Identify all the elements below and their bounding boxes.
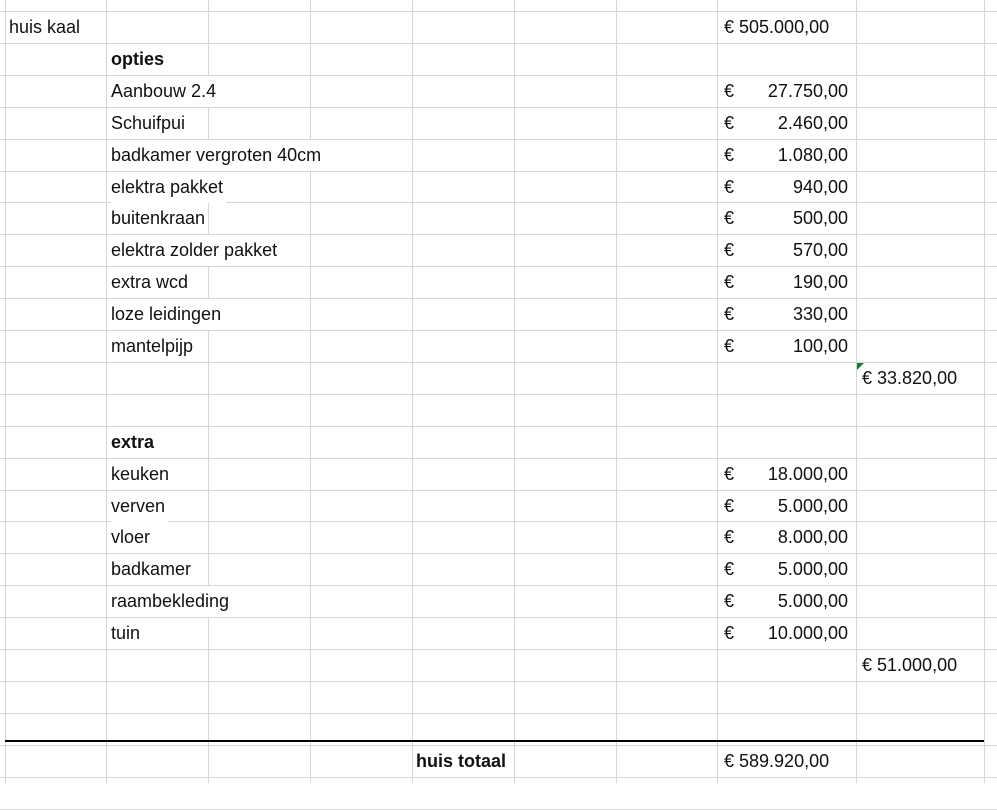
cell-amount-currency[interactable]: € xyxy=(724,81,735,101)
cell-amount-value[interactable]: 18.000,00 xyxy=(767,464,848,484)
cell-amount[interactable]: € 505.000,00 xyxy=(724,12,832,43)
row-elektra-zolder xyxy=(0,235,997,266)
cell-col-b[interactable]: badkamer xyxy=(111,554,194,585)
row-verven xyxy=(0,491,997,522)
cell-col-b[interactable]: elektra pakket xyxy=(111,172,226,203)
cell-amount-value[interactable]: 5.000,00 xyxy=(777,559,848,579)
cell-total[interactable]: € 33.820,00 xyxy=(862,363,960,394)
cell-amount-value[interactable]: 5.000,00 xyxy=(777,591,848,611)
row-raambekleding xyxy=(0,586,997,617)
row-opties-header xyxy=(0,44,997,75)
cell-col-b[interactable]: verven xyxy=(111,491,168,522)
cell-amount-value[interactable]: 100,00 xyxy=(792,336,848,356)
cell-col-b[interactable]: keuken xyxy=(111,459,172,490)
cell-col-b[interactable]: badkamer vergroten 40cm xyxy=(111,140,324,171)
cell-col-b[interactable]: tuin xyxy=(111,618,143,649)
row-extra-header xyxy=(0,427,997,458)
cell-col-b[interactable]: loze leidingen xyxy=(111,299,224,330)
cell-amount-currency[interactable]: € xyxy=(724,272,735,292)
row-badkamer xyxy=(0,554,997,585)
cell-col-b[interactable]: Schuifpui xyxy=(111,108,188,139)
cell-amount-currency[interactable]: € xyxy=(724,113,735,133)
cell-amount-currency[interactable]: € xyxy=(724,336,735,356)
cell-col-a[interactable]: huis kaal xyxy=(9,12,83,43)
cell-amount-value[interactable]: 2.460,00 xyxy=(777,113,848,133)
row-opties-subtotal xyxy=(0,363,997,394)
cell-amount[interactable]: € 589.920,00 xyxy=(724,746,832,777)
cell-amount-currency[interactable]: € xyxy=(724,496,735,516)
cell-amount-value[interactable]: 500,00 xyxy=(792,208,848,228)
cell-amount-value[interactable]: 940,00 xyxy=(792,177,848,197)
row-vloer xyxy=(0,522,997,553)
row-loze-leidingen xyxy=(0,299,997,330)
cell-amount-currency[interactable]: € xyxy=(724,623,735,643)
row-extra-wcd xyxy=(0,267,997,298)
row-gridline xyxy=(0,777,997,778)
cell-col-b[interactable]: extra xyxy=(111,427,157,458)
row-huis-kaal xyxy=(0,12,997,43)
row-huis-totaal xyxy=(0,746,997,777)
cell-amount-value[interactable]: 10.000,00 xyxy=(767,623,848,643)
cell-amount-currency[interactable]: € xyxy=(724,177,735,197)
cell-amount-value[interactable]: 570,00 xyxy=(792,240,848,260)
cell-col-b[interactable]: vloer xyxy=(111,522,153,553)
cell-amount-currency[interactable]: € xyxy=(724,559,735,579)
cell-amount-value[interactable]: 27.750,00 xyxy=(767,81,848,101)
cell-col-b[interactable]: extra wcd xyxy=(111,267,191,298)
cell-amount-value[interactable]: 1.080,00 xyxy=(777,145,848,165)
row-tuin xyxy=(0,618,997,649)
cell-amount-value[interactable]: 330,00 xyxy=(792,304,848,324)
cell-col-b[interactable]: buitenkraan xyxy=(111,203,208,234)
row-extra-subtotal xyxy=(0,650,997,681)
cell-col-e[interactable]: huis totaal xyxy=(416,746,509,777)
row-buitenkraan xyxy=(0,203,997,234)
cell-amount-currency[interactable]: € xyxy=(724,304,735,324)
cell-amount-value[interactable]: 8.000,00 xyxy=(777,527,848,547)
row-blank-3 xyxy=(0,714,997,745)
row-blank-1 xyxy=(0,395,997,426)
cell-col-b[interactable]: elektra zolder pakket xyxy=(111,235,280,266)
cell-amount-currency[interactable]: € xyxy=(724,240,735,260)
formula-warning-indicator[interactable] xyxy=(857,363,864,370)
cell-amount-currency[interactable]: € xyxy=(724,464,735,484)
row-keuken xyxy=(0,459,997,490)
cell-amount-currency[interactable]: € xyxy=(724,591,735,611)
cell-col-b[interactable]: mantelpijp xyxy=(111,331,196,362)
cell-amount-currency[interactable]: € xyxy=(724,208,735,228)
cell-amount-currency[interactable]: € xyxy=(724,527,735,547)
cell-col-b[interactable]: opties xyxy=(111,44,167,75)
cell-col-b[interactable]: raambekleding xyxy=(111,586,232,617)
row-elektra-pakket xyxy=(0,172,997,203)
cell-col-b[interactable]: Aanbouw 2.4 xyxy=(111,76,219,107)
row-badkamer-vergroten xyxy=(0,140,997,171)
cell-amount-currency[interactable]: € xyxy=(724,145,735,165)
cell-amount-value[interactable]: 5.000,00 xyxy=(777,496,848,516)
row-aanbouw xyxy=(0,76,997,107)
cell-amount-value[interactable]: 190,00 xyxy=(792,272,848,292)
row-blank-2 xyxy=(0,682,997,713)
row-schuifpui xyxy=(0,108,997,139)
cell-total[interactable]: € 51.000,00 xyxy=(862,650,960,681)
row-mantelpijp xyxy=(0,331,997,362)
